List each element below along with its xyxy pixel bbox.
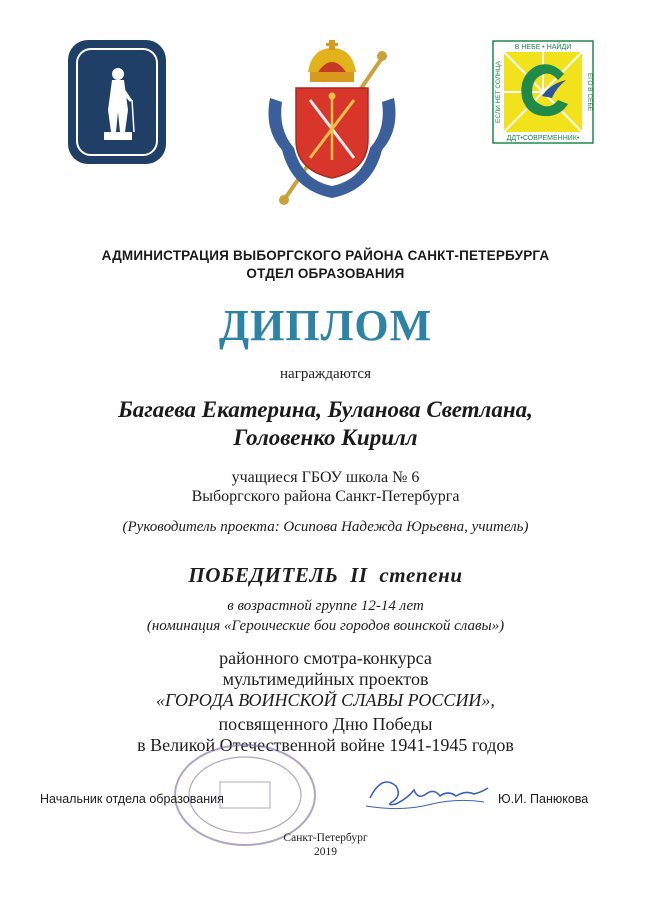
- coat-of-arms-icon: [262, 40, 402, 215]
- department-heading: ОТДЕЛ ОБРАЗОВАНИЯ: [246, 266, 405, 281]
- year: 2019: [314, 846, 337, 858]
- contest-line4: посвященного Дню Победы: [218, 714, 433, 734]
- recipient-names-line1: Багаева Екатерина, Буланова Светлана,: [118, 397, 533, 422]
- age-group: в возрастной группе 12-14 лет: [227, 598, 424, 614]
- logo-ring-top: В НЕБЕ • НАЙДИ: [514, 44, 572, 51]
- contest-line5: в Великой Отечественной войне 1941-1945 годов: [137, 735, 514, 755]
- school-line2: Выборгского района Санкт-Петербурга: [191, 488, 460, 505]
- logo-ring-left: ЕСЛИ НЕТ СОЛНЦА: [495, 60, 502, 124]
- contest-line1: районного смотра-конкурса: [219, 648, 432, 668]
- contest-line2: мультимедийных проектов: [222, 669, 429, 689]
- signatory-name: Ю.И. Панюкова: [498, 792, 589, 806]
- recipient-names-line2: Головенко Кирилл: [233, 425, 418, 450]
- diploma-title: ДИПЛОМ: [218, 301, 433, 350]
- project-supervisor: (Руководитель проекта: Осипова Надежда Юрьевна, учитель): [122, 519, 529, 535]
- contest-name: «ГОРОДА ВОИНСКОЙ СЛАВЫ РОССИИ»,: [156, 690, 495, 710]
- logo-ring-right: ЕГО В СЕБЕ: [586, 72, 593, 112]
- logo-ring-bottom: ДДТ•СОВРЕМЕННИК•: [506, 135, 580, 142]
- city: Санкт-Петербург: [283, 832, 368, 844]
- ddt-sovremennik-logo-icon: [492, 40, 594, 144]
- administration-heading: АДМИНИСТРАЦИЯ ВЫБОРГСКОГО РАЙОНА САНКТ-ПЕТЕРБУРГА: [101, 248, 550, 263]
- nomination: (номинация «Героические бои городов воинской славы»): [146, 618, 505, 634]
- winner-degree: ПОБЕДИТЕЛЬ II степени: [188, 563, 463, 587]
- monument-emblem-icon: [68, 40, 166, 164]
- signatory-position: Начальник отдела образования: [40, 792, 224, 806]
- school-line1: учащиеся ГБОУ школа № 6: [231, 469, 420, 486]
- signature-icon: [362, 768, 492, 818]
- awarded-text: награждаются: [280, 366, 371, 382]
